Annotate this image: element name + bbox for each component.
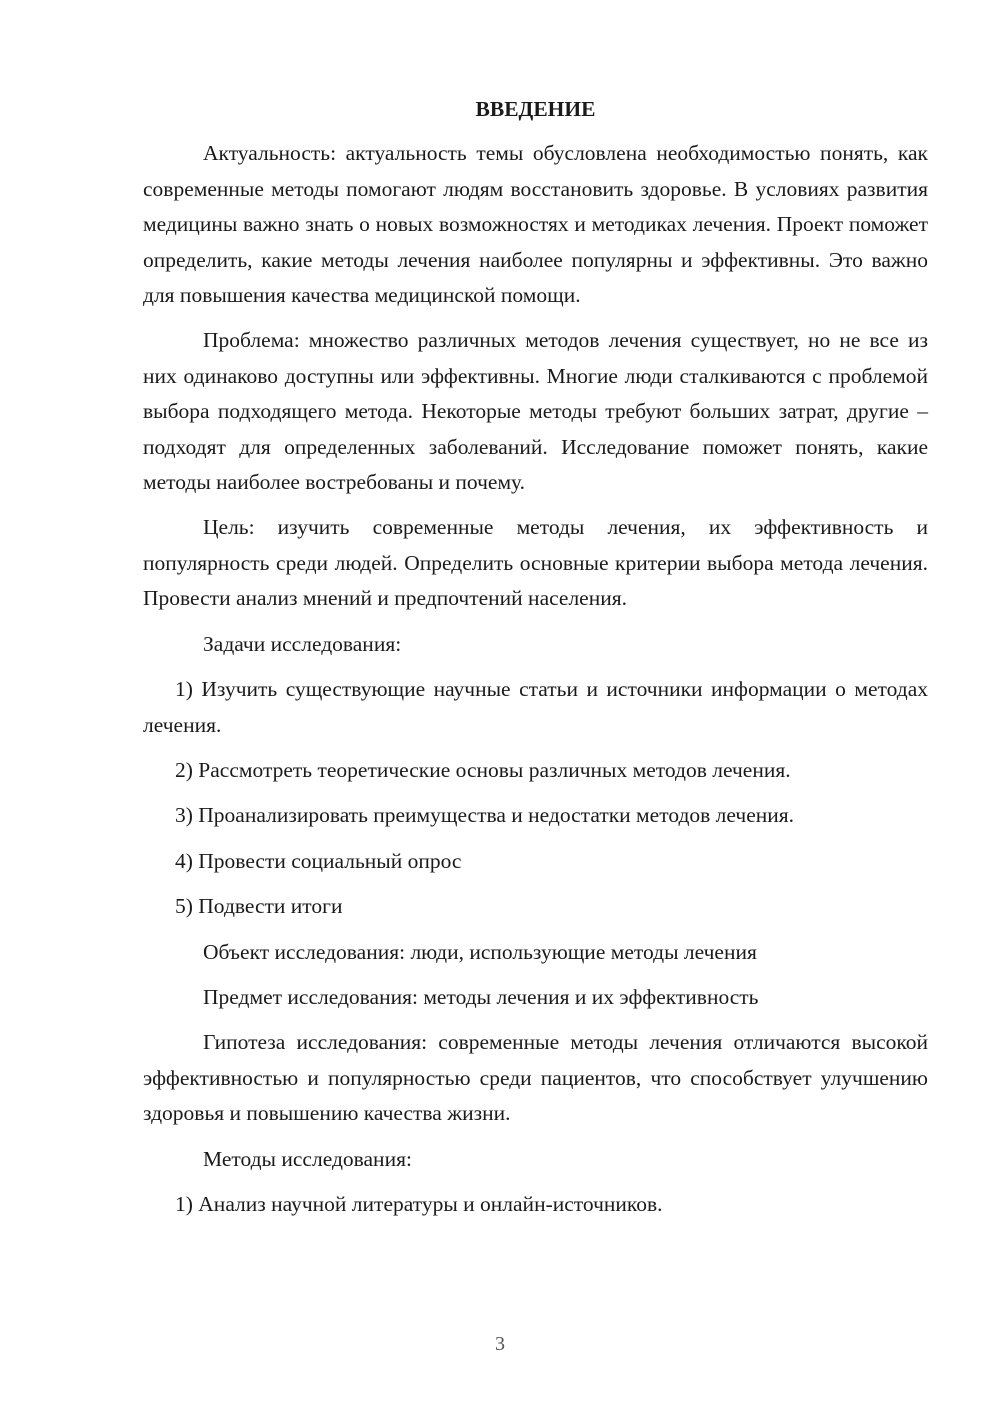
goal-paragraph: Цель: изучить современные методы лечения, их эффективность и популярность среди людей. Определить основные критерии выбора метода лечения. Провести анализ мнений и предпочтений населения. xyxy=(143,515,928,611)
problem-paragraph: Проблема: множество различных методов лечения существует, но не все из них одинаково доступны или эффективны. Многие люди сталкиваются с проблемой выбора подходящего метода. Некоторые методы требуют больших затрат, другие – подходят для определенных заболеваний. Исследование поможет понять, какие методы наиболее востребованы и почему. xyxy=(143,328,928,495)
tasks-title: Задачи исследования: xyxy=(203,631,402,656)
task-item: 3) Проанализировать преимущества и недостатки методов лечения. xyxy=(175,803,795,828)
document-page xyxy=(143,92,928,1232)
task-item: 4) Провести социальный опрос xyxy=(175,848,462,873)
task-item: 2) Рассмотреть теоретические основы различных методов лечения. xyxy=(175,757,791,782)
methods-title: Методы исследования: xyxy=(203,1146,412,1171)
task-item: 1) Изучить существующие научные статьи и источники информации о методах лечения. xyxy=(143,677,928,737)
task-item: 5) Подвести итоги xyxy=(175,894,343,919)
section-heading: ВВЕДЕНИЕ xyxy=(475,97,596,121)
relevance-paragraph: Актуальность: актуальность темы обусловлена необходимостью понять, как современные методы помогают людям восстановить здоровье. В условиях развития медицины важно знать о новых возможностях и методиках лечения. Проект поможет определить, какие методы лечения наиболее популярны и эффективны. Это важно для повышения качества медицинской помощи. xyxy=(143,141,928,308)
page-number: 3 xyxy=(495,1333,505,1355)
research-object: Объект исследования: люди, использующие методы лечения xyxy=(203,939,757,964)
hypothesis-paragraph: Гипотеза исследования: современные методы лечения отличаются высокой эффективностью и популярностью среди пациентов, что способствует улучшению здоровья и повышению качества жизни. xyxy=(143,1030,928,1126)
method-item: 1) Анализ научной литературы и онлайн-источников. xyxy=(175,1191,663,1216)
research-subject: Предмет исследования: методы лечения и их эффективность xyxy=(203,984,759,1009)
